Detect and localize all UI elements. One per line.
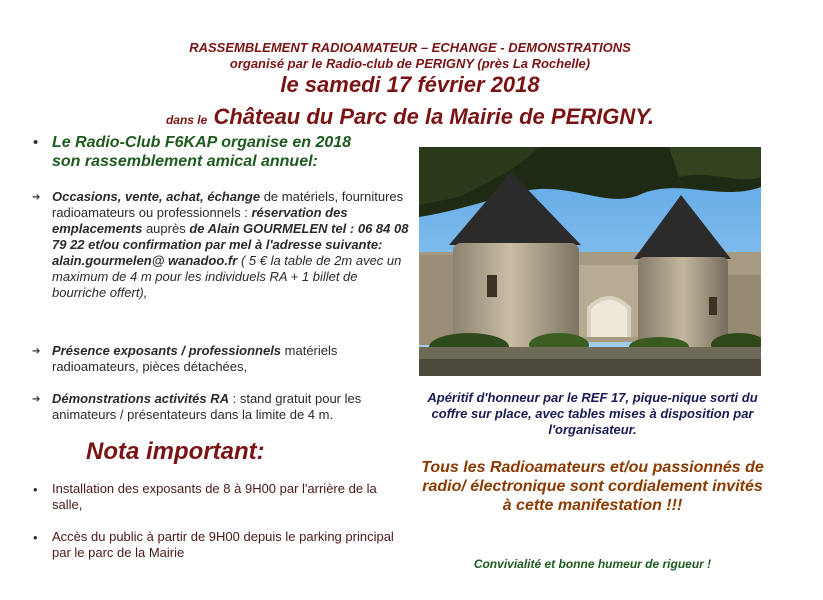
occasions-text-2: auprès <box>142 221 190 236</box>
round-bullet-icon: • <box>33 482 38 497</box>
conviviality-text: Convivialité et bonne humeur de rigueur ! <box>473 557 712 571</box>
demos-lead: Démonstrations activités RA <box>52 391 229 406</box>
intro-line-1: Le Radio-Club F6KAP organise en 2018 <box>52 134 352 151</box>
aperitif-text: Apéritif d'honneur par le REF 17, pique-nique sorti du coffre sur place, avec tables mises à disposition par l'organisateur. <box>427 390 758 437</box>
right-arrow-bullet-icon: ➔ <box>32 192 41 203</box>
item-occasions <box>52 189 412 301</box>
venue-line <box>60 104 760 130</box>
occasions-text-1: de matériels, fournitures radioamateurs ou professionnels : <box>52 189 404 220</box>
invitation-text: Tous les Radioamateurs et/ou passionnés de radio/ électronique sont cordialement invités à cette manifestation !!! <box>421 459 764 514</box>
venue-prefix: dans le <box>165 113 208 127</box>
event-date: le samedi 17 février 2018 <box>280 72 540 97</box>
nota-title: Nota important: <box>86 438 265 465</box>
presence-text: matériels radioamateurs, pièces détachées, <box>52 343 338 374</box>
item-demos <box>52 391 412 423</box>
occasions-contact: de Alain GOURMELEN tel : 06 84 08 79 22 et/ou confirmation par mel à l'adresse suivante: alain.gourmelen@ wanadoo.fr <box>52 221 409 268</box>
right-arrow-bullet-icon: ➔ <box>32 394 41 405</box>
header-line-1: RASSEMBLEMENT RADIOAMATEUR – ECHANGE - DEMONSTRATIONS <box>189 40 631 55</box>
round-bullet-icon: • <box>33 134 39 151</box>
presence-lead: Présence exposants / professionnels <box>52 343 282 358</box>
round-bullet-icon: • <box>33 530 38 545</box>
item-presence <box>52 343 412 375</box>
demos-text: : stand gratuit pour les animateurs / présentateurs dans la limite de 4 m. <box>52 391 362 422</box>
venue-name: Château du Parc de la Mairie de PERIGNY. <box>213 104 655 129</box>
right-arrow-bullet-icon: ➔ <box>32 346 41 357</box>
occasions-lead: Occasions, vente, achat, échange <box>52 189 261 204</box>
nota-item-2: Accès du public à partir de 9H00 depuis le parking principal par le parc de la Mairie <box>52 529 394 560</box>
intro-text <box>52 133 422 171</box>
header-line-2: organisé par le Radio-club de PERIGNY (près La Rochelle) <box>229 56 591 71</box>
nota-item-1: Installation des exposants de 8 à 9H00 par l'arrière de la salle, <box>52 481 377 512</box>
intro-line-2: son rassemblement amical annuel: <box>52 153 318 170</box>
occasions-detail: ( 5 € la table de 2m avec un maximum de 4 m pour les individuels RA + 1 billet de bourriche offert), <box>52 253 402 300</box>
chateau-photo <box>419 147 761 376</box>
occasions-reservation: réservation des emplacements <box>52 205 348 236</box>
